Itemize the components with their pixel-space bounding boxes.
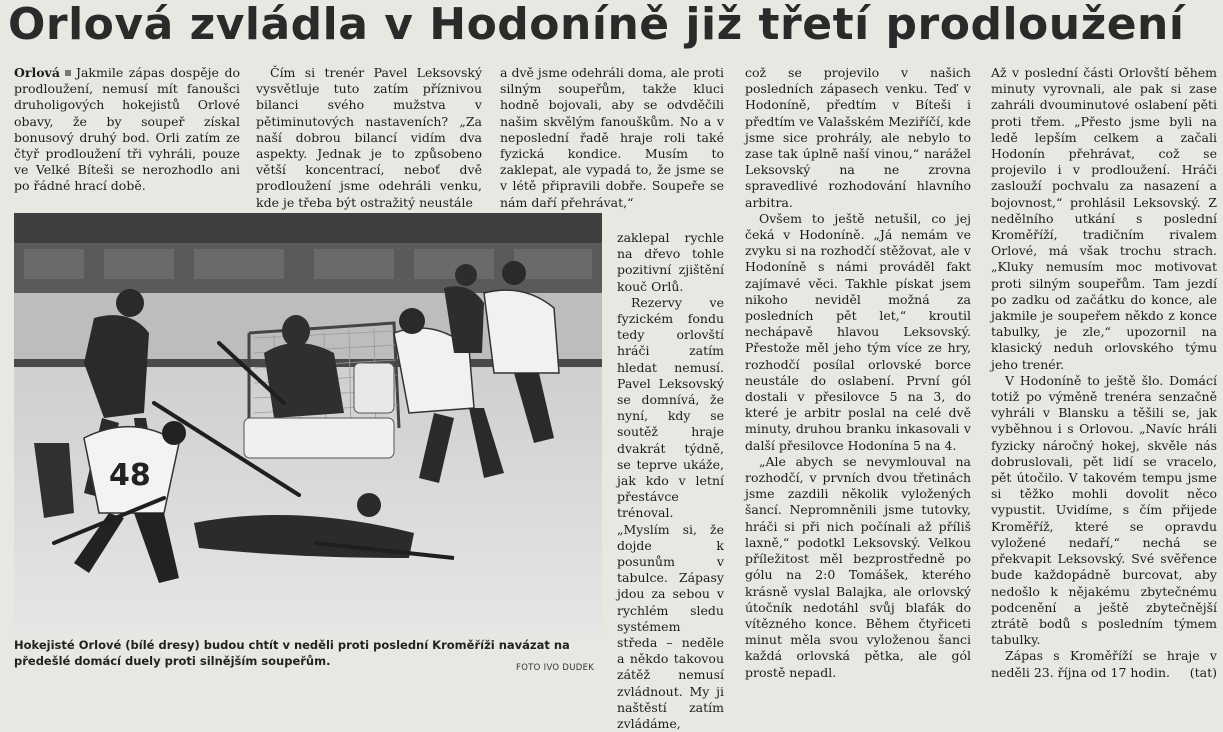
paragraph: zaklepal rychle na dřevo tohle pozitivní zjištění kouč Orlů. bbox=[617, 230, 724, 294]
paragraph: Až v poslední části Orlovští během minuty vyrovnali, ale pak si zase zahráli dvouminutové oslabení pěti proti třem. „Přesto jsme byli na ledě lepším celkem a začali Hodonín přehrávat, což se projevilo i v prodloužení. Hráči zaslouží pochvalu za nasazení a bojovnost,“ prohlásil Leksovský. Z nedělního utkání s poslední Kroměříží, tradičním rivalem Orlové, má však trochu strach. „Kluky nemusím moc motivovat proti silným soupeřům. Tam jezdí po zadku od začátku do konce, ale jakmile je soupeřem někdo z konce tabulky, je zle,“ upozornil na klasický neduh orlovského týmu jeho trenér. bbox=[991, 65, 1217, 372]
paragraph: což se projevilo v našich posledních zápasech venku. Teď v Hodoníně, předtím v Bíteši i předtím ve Valašském Meziříčí, kde jsme sice prohrály, ale nebylo to zase tak úplně naší vinou,“ narážel Leksovský na ne zrovna spravedlivé rozhodování hlavního arbitra. bbox=[745, 65, 971, 210]
author-signature: (tat) bbox=[1189, 664, 1217, 680]
paragraph: V Hodoníně to ještě šlo. Domácí totiž po výměně trenéra senzačně vyhráli v Blansku a těšili se, jak vyběhnou i s Orlovou. „Navíc hráli fyzicky náročný hokej, skvěle nás dobruslovali, pět lidí se vracelo, pět útočilo. V takovém tempu jsme si těžko mohli dovolit něco vypustit. Uvidíme, s čím přijede Kroměříž, které se opravdu vyložené nedaří,“ nechá se překvapit Leksovský. Své svěřence bude každopádně burcovat, aby nedošlo k nějakému zbytečnému podcenění a ještě zbytečnější ztrátě bodů s posledním týmem tabulky. bbox=[991, 372, 1217, 648]
article-column-2 bbox=[256, 65, 482, 211]
paragraph: Ovšem to ještě netušil, co jej čeká v Hodoníně. „Já nemám ve zvyku si na rozhodčí stěžovat, ale v Hodoníně s námi prováděl fakt zajímavé věci. Takhle pískat jsem nikoho neviděl možná za posledních pět let,“ kroutil nechápavě hlavou Leksovský. Přestože měl jeho tým více ze hry, rozhodčí posílal orlovské borce neustále do oslabení. První gól dostali v přesilovce 5 na 3, do které je arbitr poslal na celé dvě minuty, druhou branku inkasovali v další přesilovce Hodonína 5 na 4. bbox=[745, 210, 971, 453]
headline: Orlová zvládla v Hodoníně již třetí prodloužení bbox=[8, 0, 1185, 50]
photo-caption: Hokejisté Orlové (bílé dresy) budou chtít v neděli proti poslední Kroměříži navázat na předešlé domácí duely proti silnějším soupeřům. bbox=[14, 638, 570, 668]
paragraph: Rezervy ve fyzickém fondu tedy orlovští hráči zatím hledat nemusí. Pavel Leksovský se domnívá, že nyní, kdy se soutěž hraje dvakrát týdně, se teprve ukáže, jak kdo v letní přestávce trénoval. „Myslím si, že dojde k posunům v tabulce. Zápasy jdou za sebou v rychlém sledu systémem středa – neděle a někdo takovou zátěž nemusí zvládnout. My ji naštěstí zatím zvládáme, bbox=[617, 294, 724, 732]
article-column-4 bbox=[745, 65, 971, 681]
lead-place: Orlová bbox=[14, 65, 60, 80]
paragraph: „Ale abych se nevymlouval na rozhodčí, v prvních dvou třetinách jsme zazdili několik vyložených šancí. Nepromněnili jsme tutovky, hráči si při nich počínali až příliš laxně,“ podotkl Leksovský. Velkou příležitost měl bezprostředně po gólu na 2:0 Tomášek, kterého krásně vyslal Balajka, ale orlovský útočník nedotáhl svůj blafák do vítězného konce. Během čtyřiceti minut měla svou vyloženou šanci každá orlovská pětka, ale gól prostě nepadl. bbox=[745, 453, 971, 680]
article-column-3-narrow bbox=[617, 230, 724, 732]
paragraph: a dvě jsme odehráli doma, ale proti silným soupeřům, takže kluci hodně bojovali, aby se odvděčili našim skvělým fanouškům. No a v neposlední řadě hraje roli také fyzická kondice. Musím to zaklepat, ale vypadá to, že jsme se v létě připravili dobře. Soupeře se nám daří přehrávat,“ bbox=[500, 65, 724, 210]
hockey-scene-image bbox=[14, 213, 602, 634]
hockey-photo bbox=[14, 213, 602, 634]
jersey-number: 48 bbox=[109, 458, 151, 493]
lead-text: Jakmile zápas dospěje do prodloužení, nemusí mít fanoušci druholigových hokejistů Orlové obavy, že by soupeř získal bonusový druhý bod. Orli zatím ze čtyř prodloužení tři vyhráli, pouze ve Velké Bíteši se nerozhodlo ani po řádné hrací době. bbox=[14, 65, 240, 194]
article-column-3-top bbox=[500, 65, 724, 211]
photo-credit: FOTO IVO DUDEK bbox=[516, 663, 595, 673]
lead-column bbox=[14, 65, 240, 195]
article-column-5 bbox=[991, 65, 1217, 681]
paragraph bbox=[991, 648, 1217, 680]
bullet-square-icon bbox=[65, 70, 71, 76]
closing-line: Zápas s Kroměříží se hraje v neděli 23. října od 17 hodin. bbox=[991, 648, 1217, 680]
paragraph: Čím si trenér Pavel Leksovský vysvětluje tuto zatím příznivou bilanci svého mužstva v pětiminutových nastaveních? „Za naší dobrou bilancí vidím dva aspekty. Jednak je to způsobeno větší koncentrací, neboť dvě prodloužení jsme odehráli venku, kde je třeba být ostražitý neustále bbox=[256, 65, 482, 210]
